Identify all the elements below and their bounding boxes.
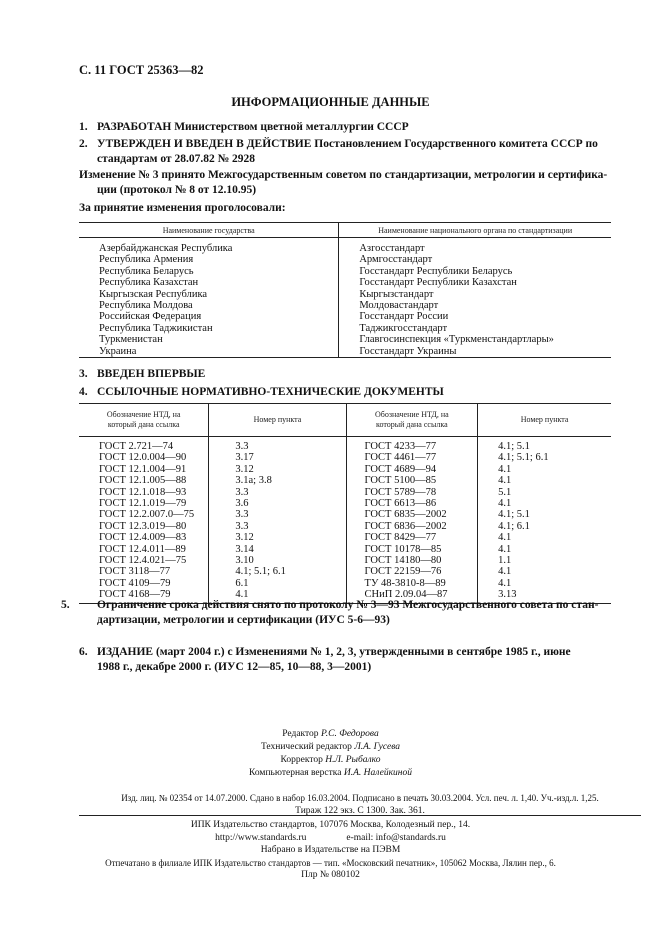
ref-item-left: 3.3 (235, 520, 249, 532)
states-column (79, 238, 339, 358)
item-1 (79, 120, 619, 135)
imprint-typeset: Набрано в Издательстве на ПЭВМ (260, 845, 401, 855)
standards-body-name: Молдовастандарт (359, 300, 439, 312)
state-name: Республика Беларусь (99, 265, 194, 277)
item-5-line1: Ограничение срока действия снято по протоколу № 3—93 Межгосударственного совета по стан- (97, 599, 599, 611)
ref-doc-right: СНиП 2.09.04—87 (364, 589, 448, 601)
ref-doc-right: ГОСТ 5789—78 (364, 486, 437, 498)
credit-corr-name: Н.Л. Рыбалко (325, 755, 381, 765)
standards-body-name: Кыргызстандарт (359, 288, 434, 300)
change-note (79, 168, 619, 198)
imprint-publisher: ИПК Издательство стандартов, 107076 Москва, Колодезный пер., 14. (190, 820, 471, 830)
ref-doc-left: ГОСТ 12.1.019—79 (99, 498, 187, 510)
state-name: Российская Федерация (99, 311, 202, 323)
ref-doc-right: ГОСТ 6836—2002 (364, 520, 447, 532)
item-4-label: ССЫЛОЧНЫЕ НОРМАТИВНО-ТЕХНИЧЕСКИЕ ДОКУМЕНТЫ (97, 386, 444, 398)
item-6 (79, 645, 619, 675)
credit-layout-label: Компьютерная верстка (249, 768, 342, 778)
ref-item-right: 4.1 (498, 475, 512, 487)
standards-body-name: Госстандарт России (359, 311, 449, 323)
item-2 (79, 137, 619, 167)
credit-tech-name: Л.А. Гусева (354, 742, 401, 752)
item-3-number: 3. (79, 368, 88, 380)
item-6-line1: (март 2004 г.) с Изменениями № 1, 2, 3, утвержденными в сентябре 1985 г., июне (155, 646, 571, 658)
credit-layout (0, 767, 661, 780)
refs-header-doc-left (79, 404, 209, 437)
standards-body-name: Армгосстандарт (359, 254, 433, 266)
ref-doc-left: ГОСТ 12.4.021—75 (99, 555, 187, 567)
references-table (79, 403, 611, 604)
ref-item-left: 3.1а; 3.8 (235, 475, 272, 487)
ref-item-left: 4.1 (235, 589, 249, 601)
ref-item-right: 4.1; 5.1 (498, 441, 530, 452)
credit-layout-name: И.А. Налейкиной (343, 768, 412, 778)
ref-doc-left: ГОСТ 12.4.009—83 (99, 532, 187, 544)
ref-item-right: 4.1; 5.1; 6.1 (498, 452, 549, 464)
item-3-label: ВВЕДЕН ВПЕРВЫЕ (97, 368, 206, 380)
ref-doc-right: ГОСТ 8429—77 (364, 532, 437, 544)
ref-doc-left-column (79, 437, 209, 604)
ref-doc-right: ГОСТ 4689—94 (364, 463, 437, 475)
credit-editor-label: Редактор (282, 729, 319, 739)
ref-doc-right: ГОСТ 4461—77 (364, 452, 437, 464)
state-name: Кыргызская Республика (99, 288, 208, 300)
ref-doc-right: ГОСТ 5100—85 (364, 475, 437, 487)
state-name: Украина (99, 345, 137, 357)
ref-item-left: 6.1 (235, 577, 249, 589)
state-name: Азербайджанская Республика (99, 243, 233, 254)
item-5-number: 5. (61, 599, 70, 611)
ref-item-right: 4.1; 6.1 (498, 520, 530, 532)
refs-header-doc-left-l1: Обозначение НТД, на (106, 410, 181, 419)
votes-label: За принятие изменения проголосовали: (79, 202, 286, 214)
ref-item-right: 4.1 (498, 577, 512, 589)
ref-doc-left: ГОСТ 12.1.018—93 (99, 486, 187, 498)
item-1-text: Министерством цветной металлургии СССР (174, 121, 409, 133)
page-title: ИНФОРМАЦИОННЫЕ ДАННЫЕ (231, 95, 430, 109)
ref-item-right: 4.1 (498, 463, 512, 475)
ref-doc-left: ГОСТ 2.721—74 (99, 441, 174, 452)
refs-header-item-left: Номер пункта (209, 404, 346, 437)
ref-item-left: 4.1; 5.1; 6.1 (235, 566, 286, 578)
ref-doc-right: ГОСТ 22159—76 (364, 566, 442, 578)
credits-block (0, 728, 661, 780)
ref-doc-left: ГОСТ 12.4.011—89 (99, 543, 186, 555)
ref-item-left: 3.17 (235, 452, 254, 464)
imprint-block (0, 819, 661, 882)
item-4 (79, 385, 619, 400)
ref-item-right: 4.1 (498, 566, 512, 578)
item-6-number: 6. (79, 646, 88, 658)
ref-doc-left: ГОСТ 4168—79 (99, 589, 171, 601)
ref-doc-right: ГОСТ 4233—77 (364, 441, 437, 452)
refs-header-doc-left-l2: который дана ссылка (107, 420, 180, 429)
ref-item-left: 3.12 (235, 463, 254, 475)
ref-item-left: 3.3 (235, 441, 249, 452)
imprint-printed: Отпечатано в филиале ИПК Издательство стандартов — тип. «Московский печатник», 105062 Москва, Лялин пер., 6. (105, 857, 556, 868)
state-name: Республика Таджикистан (99, 322, 213, 334)
standards-body-name: Главгосинспекция «Туркменстандартлары» (359, 334, 554, 346)
item-2-number: 2. (79, 138, 88, 150)
ref-doc-right: ГОСТ 10178—85 (364, 543, 442, 555)
ref-item-right-column (478, 437, 611, 604)
credit-corrector (0, 754, 661, 767)
ref-doc-right: ГОСТ 14180—80 (364, 555, 442, 567)
imprint-license: Плр № 080102 (301, 870, 360, 880)
ref-doc-left: ГОСТ 12.0.004—90 (99, 452, 187, 464)
ref-doc-right: ГОСТ 6613—86 (364, 498, 437, 510)
ref-item-right: 4.1; 5.1 (498, 509, 530, 521)
ref-item-left-column (209, 437, 346, 604)
state-name: Республика Молдова (99, 300, 193, 312)
item-1-label: РАЗРАБОТАН (97, 121, 172, 133)
imprint-email[interactable]: e-mail: info@standards.ru (346, 832, 446, 843)
ref-doc-right: ГОСТ 6835—2002 (364, 509, 447, 521)
ref-doc-left: ГОСТ 12.1.004—91 (99, 463, 187, 475)
credit-tech-editor (0, 741, 661, 754)
credit-editor (0, 728, 661, 741)
item-1-number: 1. (79, 121, 88, 133)
states-header-state: Наименование государства (79, 223, 339, 238)
item-2-text: Постановлением Государственного комитета СССР по (314, 138, 598, 150)
ref-item-left: 3.14 (235, 543, 254, 555)
standards-body-name: Госстандарт Республики Казахстан (359, 277, 517, 289)
pubinfo-line1: Изд. лиц. № 02354 от 14.07.2000. Сдано в набор 16.03.2004. Подписано в печать 30.03.2004. Усл. печ. л. 1,40. Уч.-изд.л. 1,25. (121, 793, 599, 803)
states-header-body: Наименование национального органа по стандартизации (339, 223, 611, 238)
ref-doc-left: ГОСТ 12.1.005—88 (99, 475, 187, 487)
credit-editor-name: Р.С. Федорова (320, 729, 379, 739)
state-name: Туркменистан (99, 334, 163, 346)
table-row (79, 437, 611, 604)
bodies-column (339, 238, 611, 358)
ref-item-right: 1.1 (498, 555, 512, 567)
change-note-line2: ции (протокол № 8 от 12.10.95) (97, 184, 257, 196)
item-6-label: ИЗДАНИЕ (97, 646, 154, 658)
item-5 (61, 598, 619, 628)
imprint-url[interactable]: http://www.standards.ru (215, 832, 307, 843)
standards-body-name: Госстандарт Республики Беларусь (359, 265, 513, 277)
state-name: Республика Армения (99, 254, 194, 266)
ref-doc-left: ГОСТ 12.2.007.0—75 (99, 509, 195, 521)
standards-body-name: Госстандарт Украины (359, 345, 457, 357)
standards-body-name: Таджикгосстандарт (359, 322, 448, 334)
ref-item-right: 3.13 (498, 589, 517, 601)
item-5-line2: дартизации, метрологии и сертификации (ИУС 5-6—93) (97, 614, 390, 626)
change-note-line1: Изменение № 3 принято Межгосударственным советом по стандартизации, метрологии и сертифика- (79, 169, 608, 181)
ref-item-left: 3.3 (235, 509, 249, 521)
credit-tech-label: Технический редактор (260, 742, 352, 752)
pubinfo-line2: Тираж 122 экз. С 1300. Зак. 361. (295, 806, 425, 816)
ref-doc-left: ГОСТ 4109—79 (99, 577, 171, 589)
ref-item-left: 3.12 (235, 532, 254, 544)
standards-body-name: Азгосстандарт (359, 243, 425, 254)
ref-item-left: 3.3 (235, 486, 249, 498)
credit-corr-label: Корректор (280, 755, 323, 765)
states-table (79, 222, 611, 358)
ref-item-right: 4.1 (498, 543, 512, 555)
refs-header-doc-right-l2: который дана ссылка (375, 420, 448, 429)
refs-header-doc-right-l1: Обозначение НТД, на (375, 410, 449, 419)
ref-doc-right: ТУ 48-3810-8—89 (364, 577, 446, 589)
refs-header-item-right: Номер пункта (478, 404, 611, 437)
item-3 (79, 367, 619, 382)
imprint-contacts (0, 832, 661, 845)
page-header: С. 11 ГОСТ 25363—82 (79, 63, 204, 77)
ref-item-left: 3.6 (235, 498, 249, 510)
item-6-line2: 1988 г., декабре 2000 г. (ИУС 12—85, 10—88, 3—2001) (97, 661, 372, 673)
item-2-label: УТВЕРЖДЕН И ВВЕДЕН В ДЕЙСТВИЕ (97, 138, 312, 150)
ref-doc-right-column (346, 437, 478, 604)
references-body (79, 437, 611, 604)
item-4-number: 4. (79, 386, 88, 398)
ref-item-right: 4.1 (498, 532, 512, 544)
ref-item-right: 4.1 (498, 498, 512, 510)
ref-item-left: 3.10 (235, 555, 254, 567)
ref-item-right: 5.1 (498, 486, 512, 498)
item-2-text-cont: стандартам от 28.07.82 № 2928 (97, 153, 256, 165)
state-name: Республика Казахстан (99, 277, 199, 289)
ref-doc-left: ГОСТ 3118—77 (99, 566, 171, 578)
refs-header-doc-right (346, 404, 478, 437)
divider-line (79, 815, 641, 816)
ref-doc-left: ГОСТ 12.3.019—80 (99, 520, 187, 532)
